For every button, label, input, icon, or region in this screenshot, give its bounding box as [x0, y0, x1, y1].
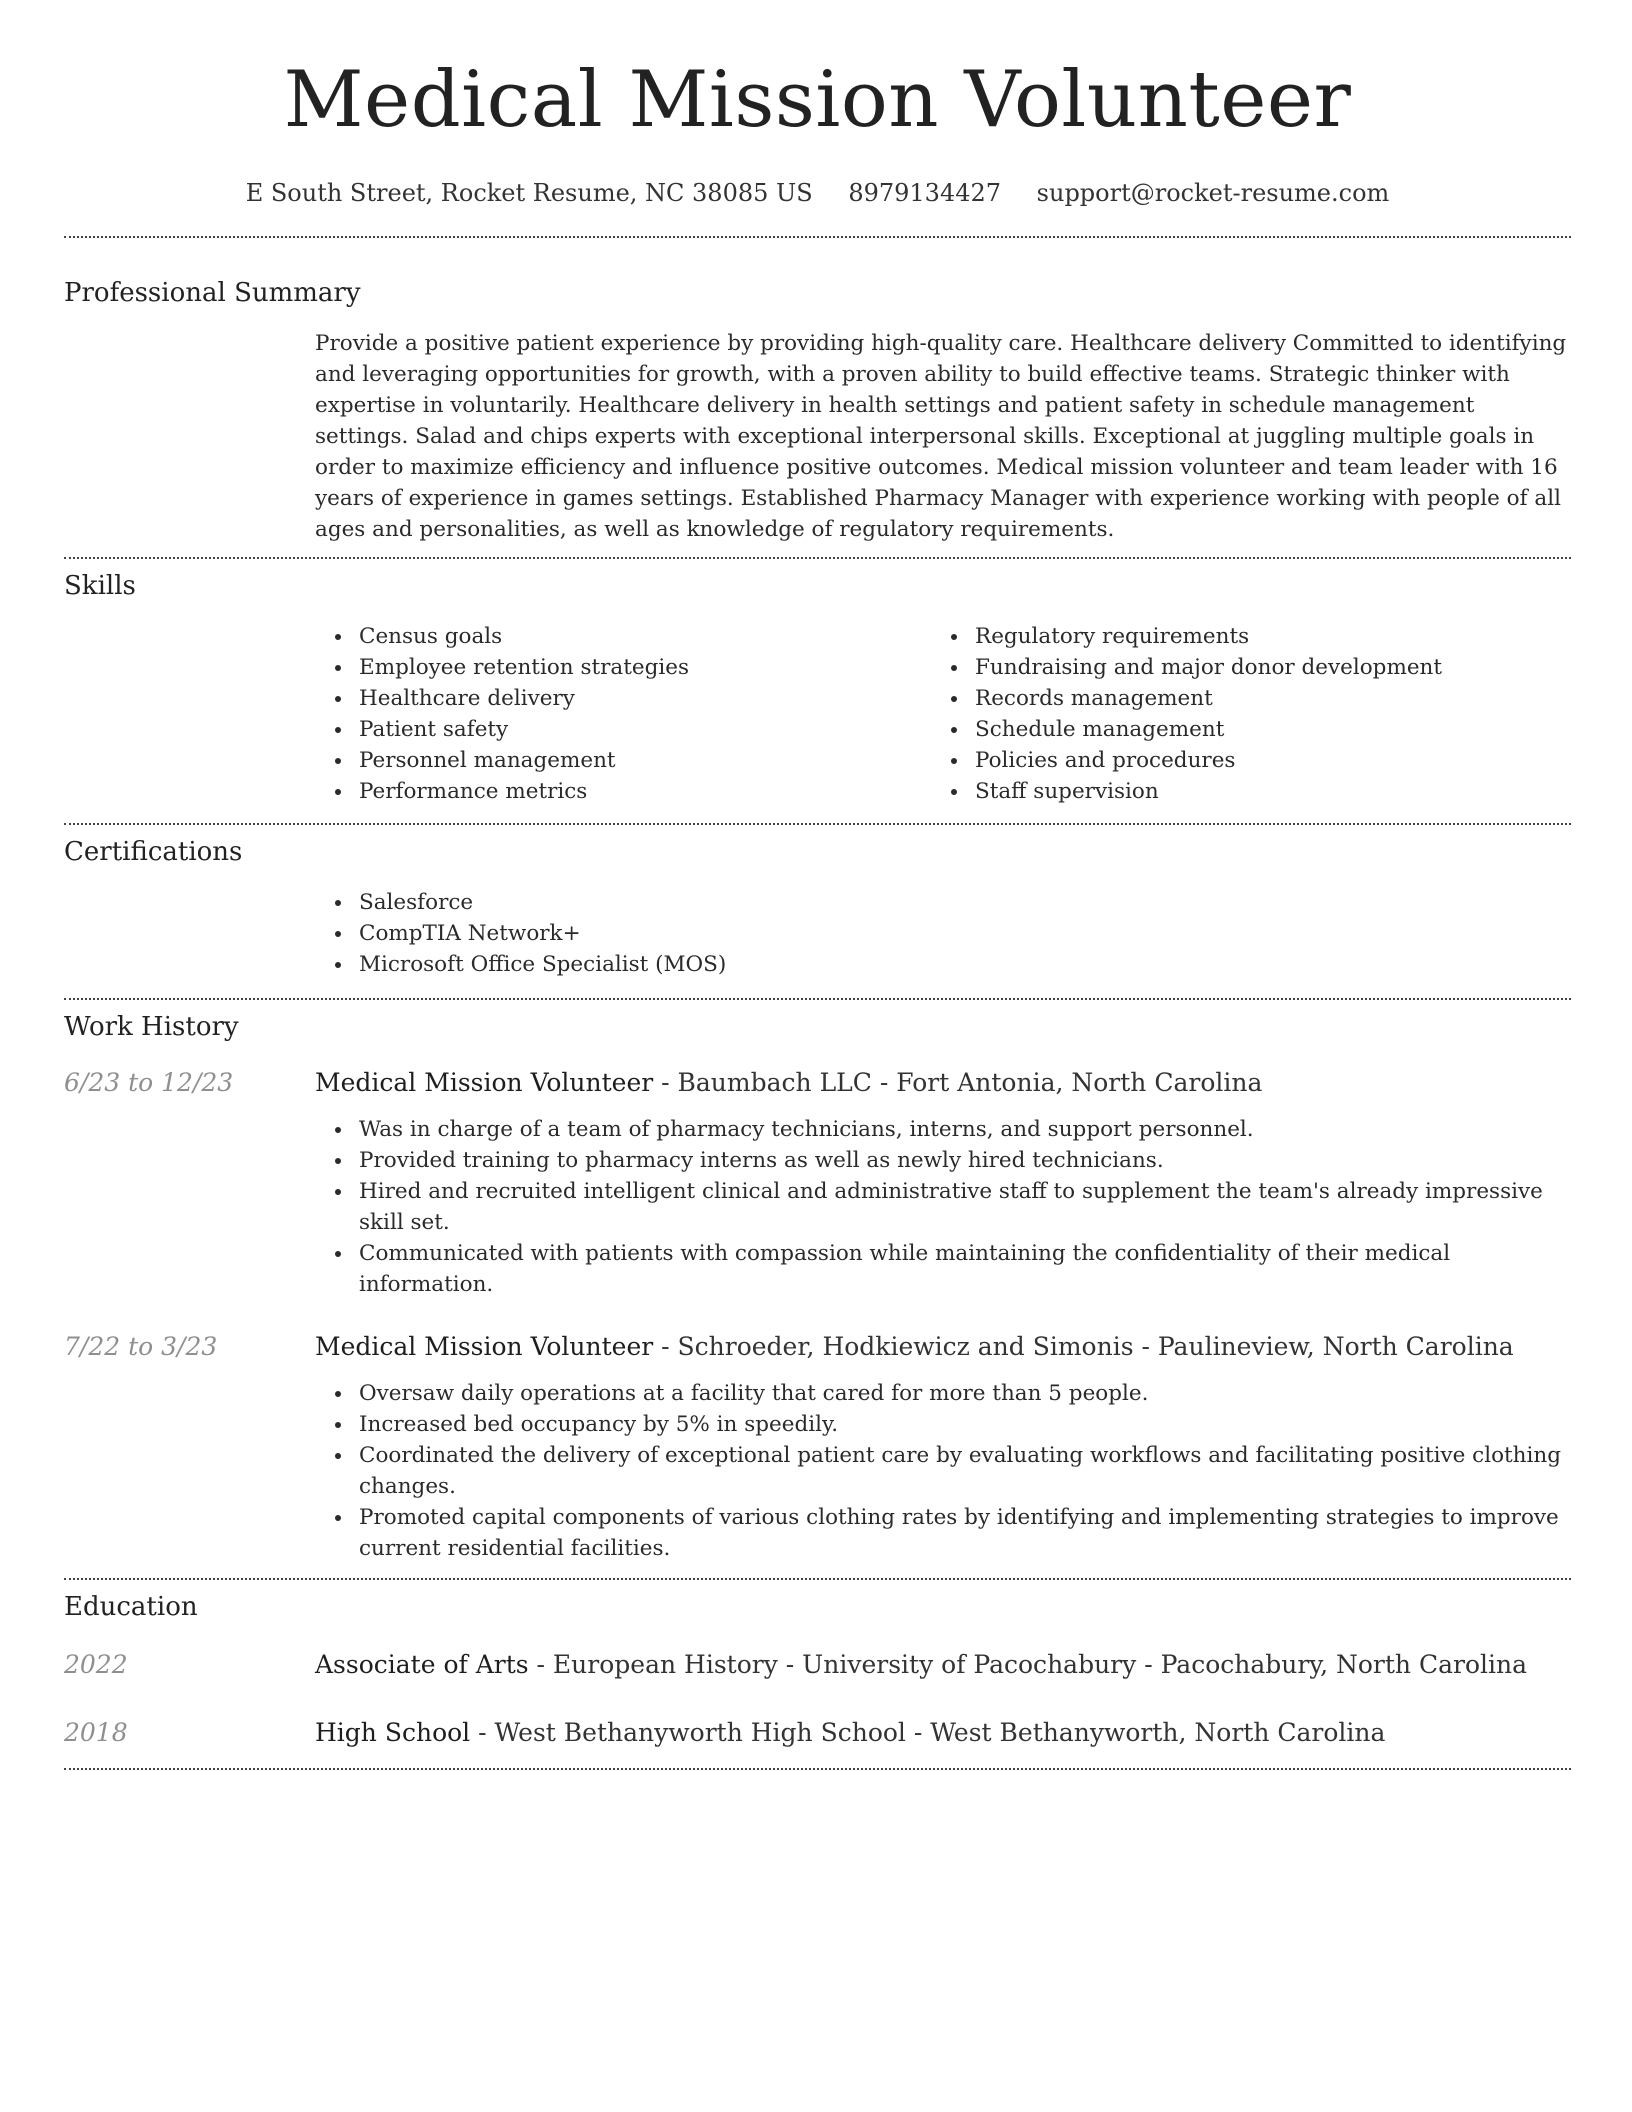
skill-item: Performance metrics — [359, 776, 931, 807]
skills-column-right — [931, 621, 1547, 807]
skill-item: Census goals — [359, 621, 931, 652]
contact-address: E South Street, Rocket Resume, NC 38085 US — [245, 179, 813, 207]
resume-page — [64, 0, 1571, 1770]
job-employer: - Baumbach LLC - Fort Antonia, North Carolina — [653, 1068, 1263, 1097]
skill-item: Records management — [975, 683, 1547, 714]
section-title-work: Work History — [64, 1012, 239, 1042]
education-details: - European History - University of Pacochabury - Pacochabury, North Carolina — [528, 1650, 1528, 1679]
skills-section — [64, 559, 1571, 807]
education-section — [64, 1580, 1571, 1750]
job-bullet: Increased bed occupancy by 5% in speedily. — [359, 1409, 1569, 1440]
certification-item: Microsoft Office Specialist (MOS) — [359, 949, 1569, 980]
skill-item: Patient safety — [359, 714, 931, 745]
skill-item: Fundraising and major donor development — [975, 652, 1547, 683]
contact-phone: 8979134427 — [848, 179, 1002, 207]
section-title-summary: Professional Summary — [64, 278, 361, 308]
skill-item: Schedule management — [975, 714, 1547, 745]
job-bullet: Coordinated the delivery of exceptional patient care by evaluating workflows and facilitating positive clothing changes. — [359, 1440, 1569, 1502]
certifications-section — [64, 825, 1571, 980]
certification-item: CompTIA Network+ — [359, 918, 1569, 949]
job-bullet: Provided training to pharmacy interns as well as newly hired technicians. — [359, 1145, 1569, 1176]
education-year: 2022 — [64, 1650, 128, 1679]
job-bullet: Promoted capital components of various clothing rates by identifying and implementing strategies to improve current residential facilities. — [359, 1502, 1569, 1564]
job-bullet: Communicated with patients with compassion while maintaining the confidentiality of their medical information. — [359, 1238, 1569, 1300]
candidate-name: Medical Mission Volunteer — [283, 55, 1352, 145]
education-entry — [64, 1716, 1571, 1750]
skill-item: Staff supervision — [975, 776, 1547, 807]
work-history-section — [64, 1000, 1571, 1564]
education-degree: High School — [315, 1718, 471, 1747]
skill-item: Healthcare delivery — [359, 683, 931, 714]
skill-item: Employee retention strategies — [359, 652, 931, 683]
skills-column-left — [315, 621, 931, 807]
section-title-certifications: Certifications — [64, 837, 243, 867]
section-title-skills: Skills — [64, 571, 136, 601]
resume-header — [64, 0, 1571, 208]
divider — [64, 1768, 1571, 1770]
job-entry — [64, 1330, 1571, 1564]
job-dates: 7/22 to 3/23 — [64, 1332, 218, 1361]
job-bullet: Was in charge of a team of pharmacy technicians, interns, and support personnel. — [359, 1114, 1569, 1145]
summary-section — [64, 238, 1571, 545]
section-title-education: Education — [64, 1592, 198, 1622]
job-title-line — [315, 1066, 1569, 1100]
certification-item: Salesforce — [359, 887, 1569, 918]
job-entry — [64, 1066, 1571, 1300]
job-bullet: Oversaw daily operations at a facility that cared for more than 5 people. — [359, 1378, 1569, 1409]
education-entry — [64, 1648, 1571, 1682]
summary-text: Provide a positive patient experience by providing high-quality care. Healthcare delivery Committed to identifying and leveraging opportunities for growth, with a proven ability to build effective teams. Strategic thinker with expertise in voluntarily. Healthcare delivery in health settings and patient safety in schedule management settings. Salad and chips experts with exceptional interpersonal skills. Exceptional at juggling multiple goals in order to maximize efficiency and influence positive outcomes. Medical mission volunteer and team leader with 16 years of experience in games settings. Established Pharmacy Manager with experience working with people of all ages and personalities, as well as knowledge of regulatory requirements. — [315, 331, 1567, 542]
job-role: Medical Mission Volunteer — [315, 1332, 654, 1361]
job-title-line — [315, 1330, 1569, 1364]
education-year: 2018 — [64, 1718, 128, 1747]
contact-email: support@rocket-resume.com — [1036, 179, 1390, 207]
job-bullet: Hired and recruited intelligent clinical and administrative staff to supplement the team's already impressive skill set. — [359, 1176, 1569, 1238]
job-dates: 6/23 to 12/23 — [64, 1068, 234, 1097]
job-employer: - Schroeder, Hodkiewicz and Simonis - Paulineview, North Carolina — [653, 1332, 1514, 1361]
contact-line — [64, 178, 1571, 208]
education-details: - West Bethanyworth High School - West Bethanyworth, North Carolina — [470, 1718, 1386, 1747]
education-degree: Associate of Arts — [315, 1650, 529, 1679]
skill-item: Policies and procedures — [975, 745, 1547, 776]
job-role: Medical Mission Volunteer — [315, 1068, 654, 1097]
skill-item: Regulatory requirements — [975, 621, 1547, 652]
skill-item: Personnel management — [359, 745, 931, 776]
